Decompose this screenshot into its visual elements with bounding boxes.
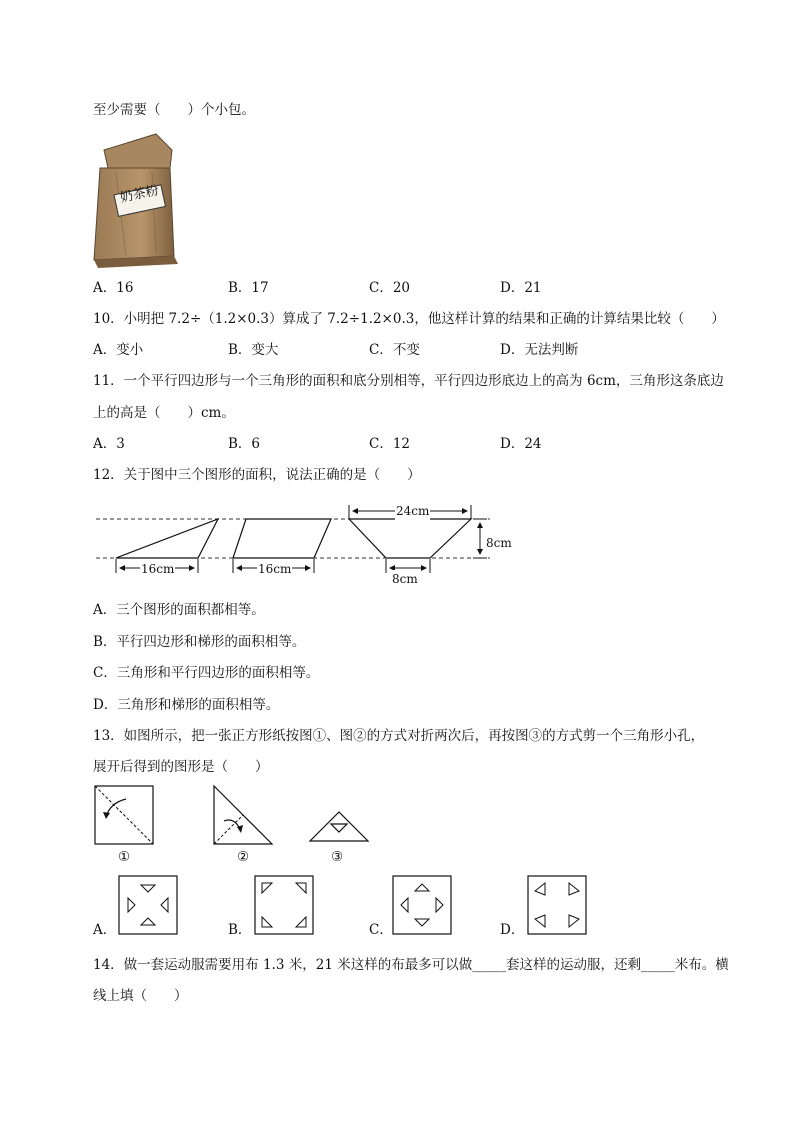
fold-step-1 <box>94 785 154 845</box>
q10-option-b[interactable]: B．变大 <box>228 342 279 358</box>
fold-step-1-label: ① <box>118 849 131 865</box>
q12-trapezoid-bottom: 8cm <box>392 572 418 586</box>
q12-option-a[interactable]: A．三个图形的面积都相等。 <box>93 602 265 618</box>
q11-option-c[interactable]: C．12 <box>369 436 411 452</box>
q13-option-a-figure[interactable] <box>118 875 178 935</box>
bag-label: 奶茶粉 <box>118 183 161 206</box>
q12-trapezoid-top: 24cm <box>396 504 430 518</box>
q13-option-c[interactable]: C． <box>369 922 393 938</box>
q10-option-a[interactable]: A．变小 <box>93 342 144 358</box>
q9-option-d[interactable]: D．21 <box>500 280 542 296</box>
q12-height: 8cm <box>486 536 512 550</box>
fold-step-3 <box>309 810 369 842</box>
q11-option-a[interactable]: A．3 <box>93 436 125 452</box>
q14-stem-line1: 14．做一套运动服需要用布 1.3 米，21 米这样的布最多可以做_____套这样的运动服，还剩_____米布。横 <box>93 957 729 973</box>
q10-stem: 10．小明把 7.2÷（1.2×0.3）算成了 7.2÷1.2×0.3，他这样计算的结果和正确的计算结果比较（ ） <box>93 311 725 327</box>
q12-triangle-base: 16cm <box>141 562 175 576</box>
q13-stem-line1: 13．如图所示，把一张正方形纸按图①、图②的方式对折两次后，再按图③的方式剪一个三角形小孔， <box>93 728 705 744</box>
q14-stem-line2: 线上填（ ） <box>93 988 188 1004</box>
q13-option-b[interactable]: B． <box>228 922 252 938</box>
q10-option-d[interactable]: D．无法判断 <box>500 342 579 358</box>
q9-option-b[interactable]: B．17 <box>228 280 269 296</box>
q9-option-c[interactable]: C．20 <box>369 280 411 296</box>
q12-option-c[interactable]: C．三角形和平行四边形的面积相等。 <box>93 665 320 681</box>
q12-option-b[interactable]: B．平行四边形和梯形的面积相等。 <box>93 634 306 650</box>
q11-stem-line2: 上的高是（ ）cm。 <box>93 405 235 421</box>
fold-step-2-label: ② <box>237 849 250 865</box>
q11-option-b[interactable]: B．6 <box>228 436 261 452</box>
q12-stem: 12．关于图中三个图形的面积，说法正确的是（ ） <box>93 467 421 483</box>
q12-parallelogram-base: 16cm <box>258 562 292 576</box>
fold-step-2 <box>212 785 274 845</box>
q12-option-d[interactable]: D．三角形和梯形的面积相等。 <box>93 697 280 713</box>
q11-option-d[interactable]: D．24 <box>500 436 542 452</box>
q10-option-c[interactable]: C．不变 <box>369 342 420 358</box>
q13-option-d-figure[interactable] <box>527 875 587 935</box>
q9-stem-tail: 至少需要（ ）个小包。 <box>93 102 255 118</box>
q11-stem-line1: 11．一个平行四边形与一个三角形的面积和底分别相等，平行四边形底边上的高为 6cm，三角形这条底边 <box>93 373 724 389</box>
q13-option-d[interactable]: D． <box>500 922 525 938</box>
q9-option-a[interactable]: A．16 <box>93 280 134 296</box>
q13-option-c-figure[interactable] <box>392 875 452 935</box>
q13-stem-line2: 展开后得到的图形是（ ） <box>93 759 269 775</box>
q13-option-b-figure[interactable] <box>254 875 314 935</box>
q13-option-a[interactable]: A． <box>93 922 117 938</box>
fold-step-3-label: ③ <box>331 849 344 865</box>
